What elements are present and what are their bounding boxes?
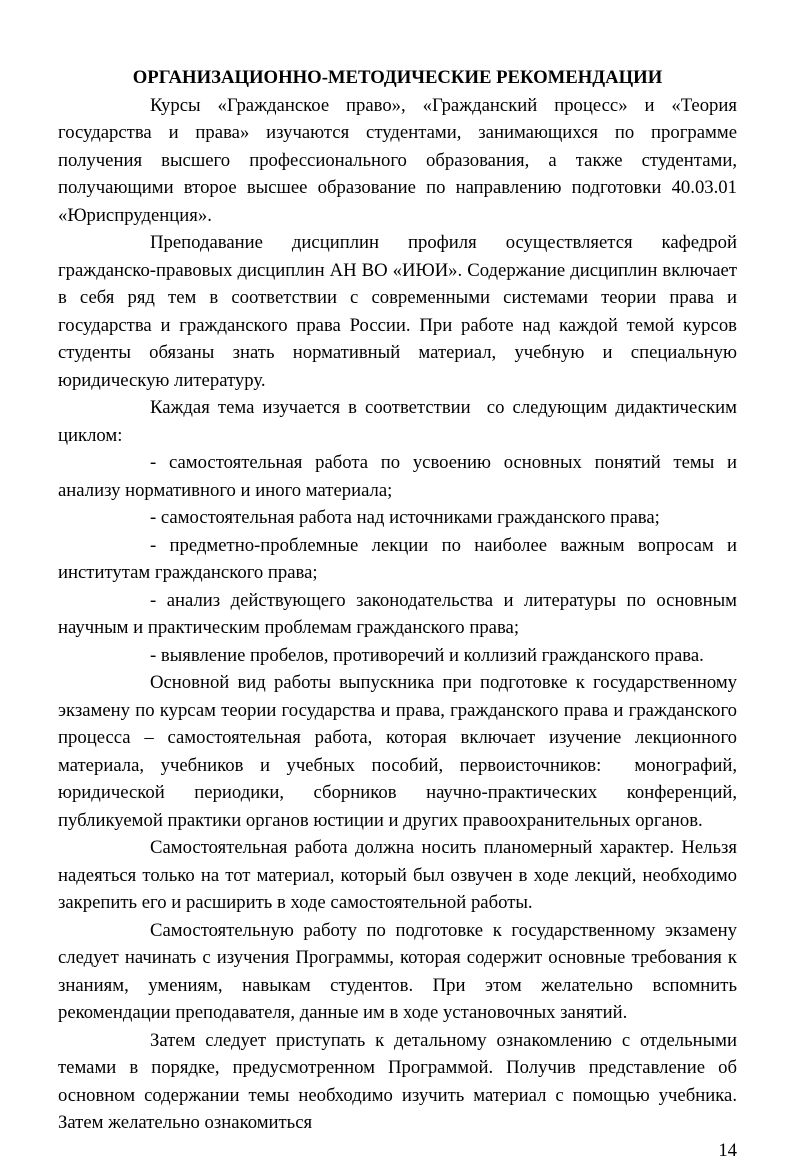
paragraph: - выявление пробелов, противоречий и коллизий гражданского права.: [58, 642, 737, 670]
paragraph: Самостоятельную работу по подготовке к государственному экзамену следует начинать с изучения Программы, которая содержит основные требования к знаниям, умениям, навыкам студентов. При этом желательно вспомнить рекомендации преподавателя, данные им в ходе установочных занятий.: [58, 917, 737, 1027]
paragraph: - самостоятельная работа по усвоению основных понятий темы и анализу нормативного и иного материала;: [58, 449, 737, 504]
paragraph: Самостоятельная работа должна носить планомерный характер. Нельзя надеяться только на тот материал, который был озвучен в ходе лекций, необходимо закрепить его и расширить в ходе самостоятельной работы.: [58, 834, 737, 917]
paragraph: Затем следует приступать к детальному ознакомлению с отдельными темами в порядке, предусмотренном Программой. Получив представление об основном содержании темы необходимо изучить материал с помощью учебника. Затем желательно ознакомиться: [58, 1027, 737, 1137]
paragraph: Курсы «Гражданское право», «Гражданский процесс» и «Теория государства и права» изучаются студентами, занимающихся по программе получения высшего профессионального образования, а также студентами, получающими второе высшее образование по направлению подготовки 40.03.01 «Юриспруденция».: [58, 92, 737, 230]
page-number: 14: [58, 1137, 737, 1164]
paragraph: Преподавание дисциплин профиля осуществляется кафедрой гражданско-правовых дисциплин АН ВО «ИЮИ». Содержание дисциплин включает в себя ряд тем в соответствии с современными системами теории права и государства и гражданского права России. При работе над каждой темой курсов студенты обязаны знать нормативный материал, учебную и специальную юридическую литературу.: [58, 229, 737, 394]
paragraph: - анализ действующего законодательства и литературы по основным научным и практическим проблемам гражданского права;: [58, 587, 737, 642]
paragraph: - самостоятельная работа над источниками гражданского права;: [58, 504, 737, 532]
document-title: ОРГАНИЗАЦИОННО-МЕТОДИЧЕСКИЕ РЕКОМЕНДАЦИИ: [58, 64, 737, 92]
paragraph: Основной вид работы выпускника при подготовке к государственному экзамену по курсам теории государства и права, гражданского права и гражданского процесса – самостоятельная работа, которая включает изучение лекционного материала, учебников и учебных пособий, первоисточников: монографий, юридической периодики, сборников научно-практических конференций, публикуемой практики органов юстиции и других правоохранительных органов.: [58, 669, 737, 834]
paragraph: Каждая тема изучается в соответствии со следующим дидактическим циклом:: [58, 394, 737, 449]
paragraph: - предметно-проблемные лекции по наиболее важным вопросам и институтам гражданского права;: [58, 532, 737, 587]
document-body: [58, 92, 737, 1137]
